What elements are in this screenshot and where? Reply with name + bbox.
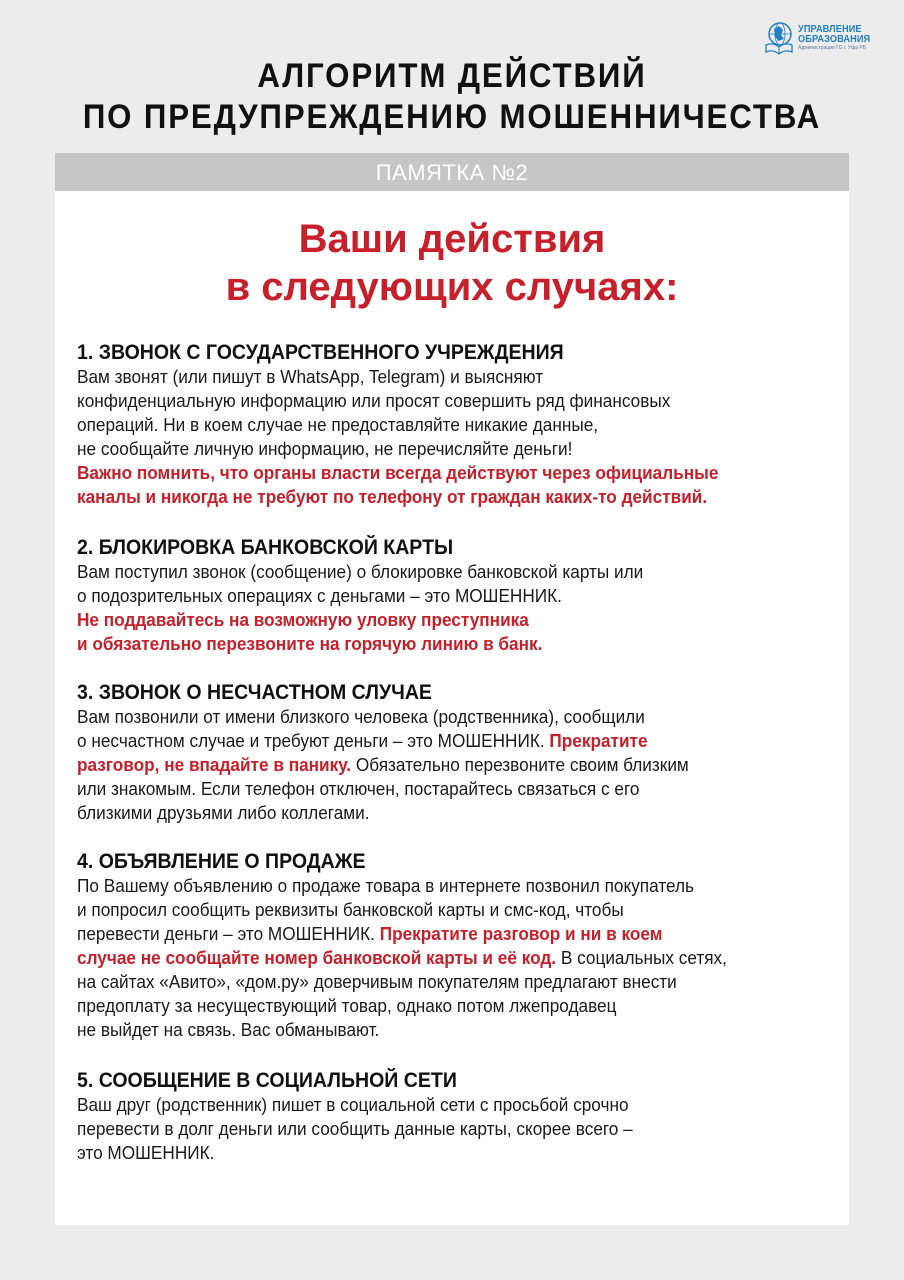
globe-book-icon bbox=[764, 21, 794, 55]
section-text-line bbox=[77, 946, 793, 970]
section-text-line bbox=[77, 994, 793, 1018]
logo-name-line2: ОБРАЗОВАНИЯ bbox=[798, 34, 871, 45]
body-text: конфиденциальную информацию или просят совершить ряд финансовых bbox=[77, 390, 671, 411]
warning-text: и обязательно перезвоните на горячую линию в банк. bbox=[77, 633, 543, 654]
body-text: Ваш друг (родственник) пишет в социальной сети с просьбой срочно bbox=[77, 1094, 629, 1115]
memo-label-bar bbox=[55, 153, 849, 191]
body-text: По Вашему объявлению о продаже товара в интернете позвонил покупатель bbox=[77, 875, 695, 896]
warning-text: Не поддавайтесь на возможную уловку преступника bbox=[77, 609, 529, 630]
actions-heading-line2: в следующих случаях: bbox=[225, 265, 679, 309]
body-text: и попросил сообщить реквизиты банковской карты и смс-код, чтобы bbox=[77, 899, 624, 920]
section-text-line bbox=[77, 584, 793, 608]
logo-tagline: Администрации ГО г. Уфа РБ bbox=[798, 45, 867, 51]
section-text-line bbox=[77, 874, 793, 898]
warning-text: Важно помнить, что органы власти всегда действуют через официальные bbox=[77, 462, 719, 483]
body-text: не выйдет на связь. Вас обманывают. bbox=[77, 1019, 380, 1040]
section-1 bbox=[77, 340, 847, 509]
section-title: 3. ЗВОНОК О НЕСЧАСТНОМ СЛУЧАЕ bbox=[77, 681, 432, 704]
section-text-line bbox=[77, 922, 793, 946]
section-text-line bbox=[77, 608, 793, 632]
warning-text: Прекратите bbox=[549, 730, 648, 751]
body-text: Вам звонят (или пишут в WhatsApp, Telegram) и выясняют bbox=[77, 366, 544, 387]
section-text-line bbox=[77, 898, 793, 922]
body-text: или знакомым. Если телефон отключен, постарайтесь связаться с его bbox=[77, 778, 640, 799]
section-text-line bbox=[77, 705, 793, 729]
body-text: перевести деньги – это МОШЕННИК. bbox=[77, 923, 380, 944]
body-text: о несчастном случае и требуют деньги – это МОШЕННИК. bbox=[77, 730, 550, 751]
body-text: Обязательно перезвоните своим близким bbox=[351, 754, 689, 775]
section-2 bbox=[77, 535, 847, 656]
body-text: не сообщайте личную информацию, не перечисляйте деньги! bbox=[77, 438, 573, 459]
section-text-line bbox=[77, 777, 793, 801]
warning-text: разговор, не впадайте в панику. bbox=[77, 754, 352, 775]
body-text: близкими друзьями либо коллегами. bbox=[77, 802, 370, 823]
section-title: 1. ЗВОНОК С ГОСУДАРСТВЕННОГО УЧРЕЖДЕНИЯ bbox=[77, 341, 564, 364]
section-text-line bbox=[77, 560, 793, 584]
section-text-line bbox=[77, 1093, 793, 1117]
section-text-line bbox=[77, 365, 793, 389]
section-text-line bbox=[77, 729, 793, 753]
section-text-line bbox=[77, 437, 793, 461]
warning-text: каналы и никогда не требуют по телефону от граждан каких-то действий. bbox=[77, 486, 708, 507]
body-text: предоплату за несуществующий товар, однако потом лжепродавец bbox=[77, 995, 617, 1016]
body-text: это МОШЕННИК. bbox=[77, 1142, 215, 1163]
page-title bbox=[0, 56, 904, 138]
page-title-line1: АЛГОРИТМ ДЕЙСТВИЙ bbox=[257, 57, 647, 95]
section-text-line bbox=[77, 485, 793, 509]
warning-text: случае не сообщайте номер банковской карты и её код. bbox=[77, 947, 557, 968]
page-title-line2: ПО ПРЕДУПРЕЖДЕНИЮ МОШЕННИЧЕСТВА bbox=[82, 98, 822, 136]
warning-text: Прекратите разговор и ни в коем bbox=[379, 923, 663, 944]
actions-heading bbox=[55, 215, 849, 311]
body-text: о подозрительных операциях с деньгами – это МОШЕННИК. bbox=[77, 585, 562, 606]
section-text-line bbox=[77, 753, 793, 777]
section-text-line bbox=[77, 970, 793, 994]
body-text: В социальных сетях, bbox=[556, 947, 727, 968]
section-title: 5. СООБЩЕНИЕ В СОЦИАЛЬНОЙ СЕТИ bbox=[77, 1069, 457, 1092]
section-4 bbox=[77, 849, 847, 1042]
body-text: Вам поступил звонок (сообщение) о блокировке банковской карты или bbox=[77, 561, 644, 582]
section-text-line bbox=[77, 413, 793, 437]
section-text-line bbox=[77, 632, 793, 656]
body-text: на сайтах «Авито», «дом.ру» доверчивым покупателям предлагают внести bbox=[77, 971, 677, 992]
section-title: 2. БЛОКИРОВКА БАНКОВСКОЙ КАРТЫ bbox=[77, 536, 454, 559]
section-title: 4. ОБЪЯВЛЕНИЕ О ПРОДАЖЕ bbox=[77, 850, 366, 873]
section-text-line bbox=[77, 1141, 793, 1165]
memo-label: ПАМЯТКА №2 bbox=[375, 160, 529, 185]
section-text-line bbox=[77, 1018, 793, 1042]
section-text-line bbox=[77, 801, 793, 825]
section-3 bbox=[77, 680, 847, 825]
organization-logo bbox=[764, 20, 886, 56]
body-text: операций. Ни в коем случае не предоставляйте никакие данные, bbox=[77, 414, 599, 435]
content-panel bbox=[55, 191, 849, 1225]
actions-heading-line1: Ваши действия bbox=[298, 217, 606, 261]
logo-name-line1: УПРАВЛЕНИЕ bbox=[798, 24, 862, 35]
body-text: перевести в долг деньги или сообщить данные карты, скорее всего – bbox=[77, 1118, 633, 1139]
section-text-line bbox=[77, 1117, 793, 1141]
section-text-line bbox=[77, 389, 793, 413]
body-text: Вам позвонили от имени близкого человека (родственника), сообщили bbox=[77, 706, 645, 727]
section-5 bbox=[77, 1068, 847, 1165]
section-text-line bbox=[77, 461, 793, 485]
